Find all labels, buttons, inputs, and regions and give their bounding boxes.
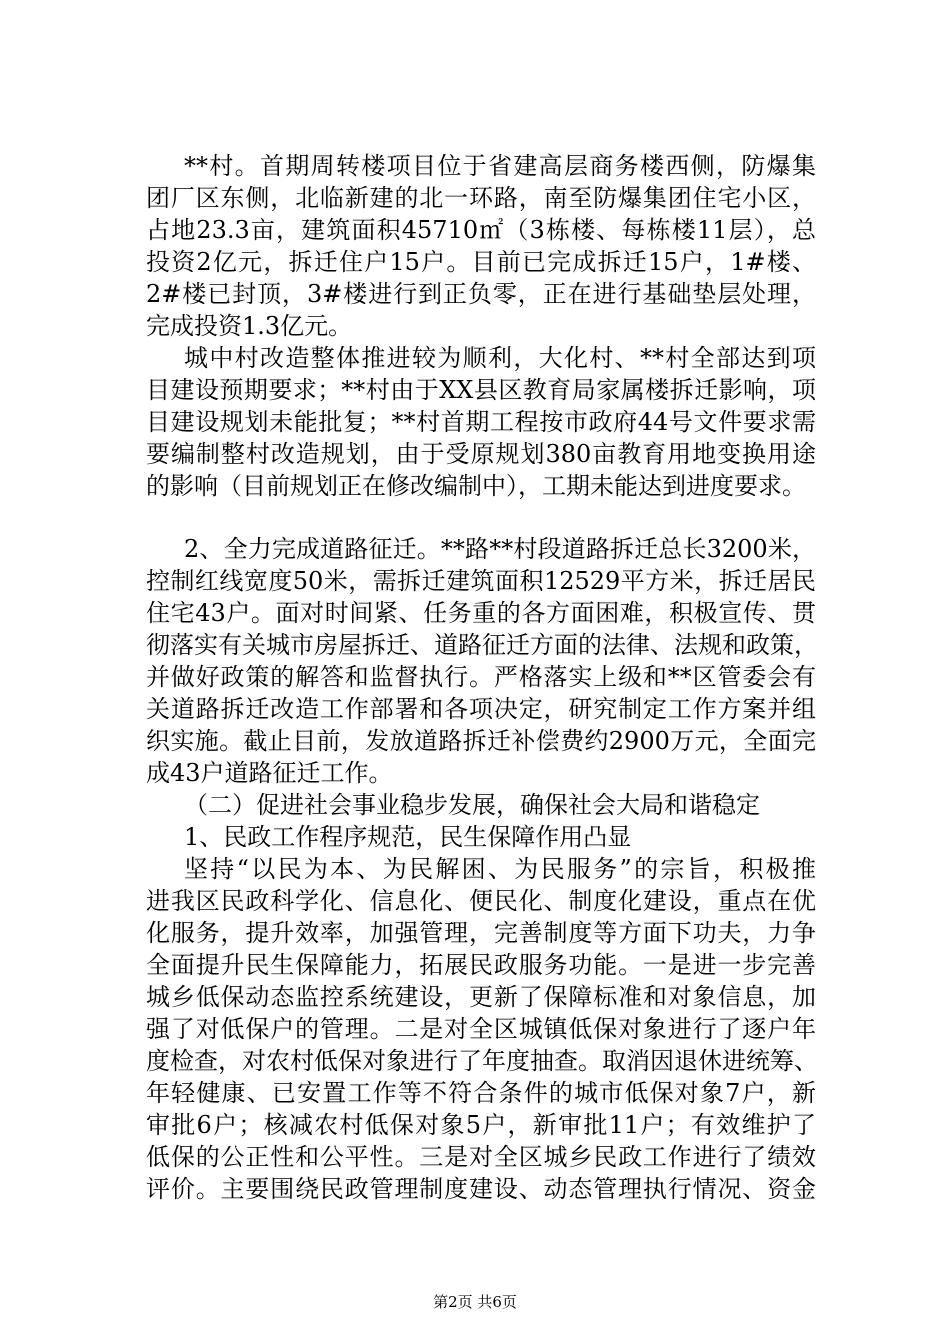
text-line: 审批6户；核减农村低保对象5户，新审批11户；有效维护了 — [146, 1111, 816, 1139]
paragraph-p2 — [146, 342, 816, 502]
paragraph-p1 — [146, 150, 816, 342]
text-line: 全面提升民生保障能力，拓展民政服务功能。一是进一步完善 — [146, 951, 816, 979]
text-line: 年轻健康、已安置工作等不符合条件的城市低保对象7户，新 — [146, 1079, 816, 1107]
text-line: 投资2亿元，拆迁住户15户。目前已完成拆迁15户，1#楼、 — [146, 248, 816, 276]
text-line: 2#楼已封顶，3#楼进行到正负零，正在进行基础垫层处理， — [146, 280, 816, 308]
page-footer — [0, 1292, 950, 1312]
text-line: 目建设规划未能批复；**村首期工程按市政府44号文件要求需 — [146, 408, 816, 436]
document-body — [146, 150, 816, 1205]
text-line: 目建设预期要求；**村由于XX县区教育局家属楼拆迁影响，项 — [146, 376, 816, 404]
text-line: 评价。主要围绕民政管理制度建设、动态管理执行情况、资金 — [146, 1175, 816, 1203]
subsection-heading-text: 1、民政工作程序规范，民生保障作用凸显 — [184, 823, 632, 851]
text-line: 2、全力完成道路征迁。**路**村段道路拆迁总长3200米， — [184, 535, 816, 563]
text-line: **村。首期周转楼项目位于省建高层商务楼西侧，防爆集 — [184, 152, 816, 180]
text-line: 控制红线宽度50米，需拆迁建筑面积12529平方米，拆迁居民 — [146, 567, 816, 595]
text-line: 化服务，提升效率，加强管理，完善制度等方面下功夫，力争 — [146, 919, 816, 947]
text-line: 城乡低保动态监控系统建设，更新了保障标准和对象信息，加 — [146, 983, 816, 1011]
text-line: 团厂区东侧，北临新建的北一环路，南至防爆集团住宅小区， — [146, 184, 816, 212]
text-line: 低保的公正性和公平性。三是对全区城乡民政工作进行了绩效 — [146, 1143, 816, 1171]
text-line: 强了对低保户的管理。二是对全区城镇低保对象进行了逐户年 — [146, 1015, 816, 1043]
paragraph-gap — [146, 502, 816, 533]
text-line: 完成投资1.3亿元。 — [146, 312, 353, 340]
text-line: 占地23.3亩，建筑面积45710㎡（3栋楼、每栋楼11层），总 — [146, 216, 816, 244]
text-line: 住宅43户。面对时间紧、任务重的各方面困难，积极宣传、贯 — [146, 599, 816, 627]
paragraph-p6 — [146, 853, 816, 1205]
text-line: 要编制整村改造规划，由于受原规划380亩教育用地变换用途 — [146, 440, 816, 468]
text-line: 织实施。截止目前，发放道路拆迁补偿费约2900万元，全面完 — [146, 727, 816, 755]
page-number-label: 第2页 共6页 — [433, 1293, 517, 1311]
text-line: 彻落实有关城市房屋拆迁、道路征迁方面的法律、法规和政策， — [146, 631, 818, 659]
text-line: 的影响（目前规划正在修改编制中），工期未能达到进度要求。 — [146, 472, 806, 500]
paragraph-p3 — [146, 533, 816, 789]
subsection-heading — [146, 821, 816, 853]
text-line: 关道路拆迁改造工作部署和各项决定，研究制定工作方案并组 — [146, 695, 816, 723]
section-heading — [146, 789, 816, 821]
text-line: 坚持“以民为本、为民解困、为民服务”的宗旨，积极推 — [184, 855, 816, 883]
text-line: 度检查，对农村低保对象进行了年度抽查。取消因退休进统筹、 — [146, 1047, 818, 1075]
text-line: 城中村改造整体推进较为顺利，大化村、**村全部达到项 — [184, 344, 816, 372]
text-line: 并做好政策的解答和监督执行。严格落实上级和**区管委会有 — [146, 663, 816, 691]
text-line: 成43户道路征迁工作。 — [146, 759, 393, 787]
text-line: 进我区民政科学化、信息化、便民化、制度化建设，重点在优 — [146, 887, 816, 915]
section-heading-text: （二）促进社会事业稳步发展，确保社会大局和谐稳定 — [184, 791, 760, 819]
